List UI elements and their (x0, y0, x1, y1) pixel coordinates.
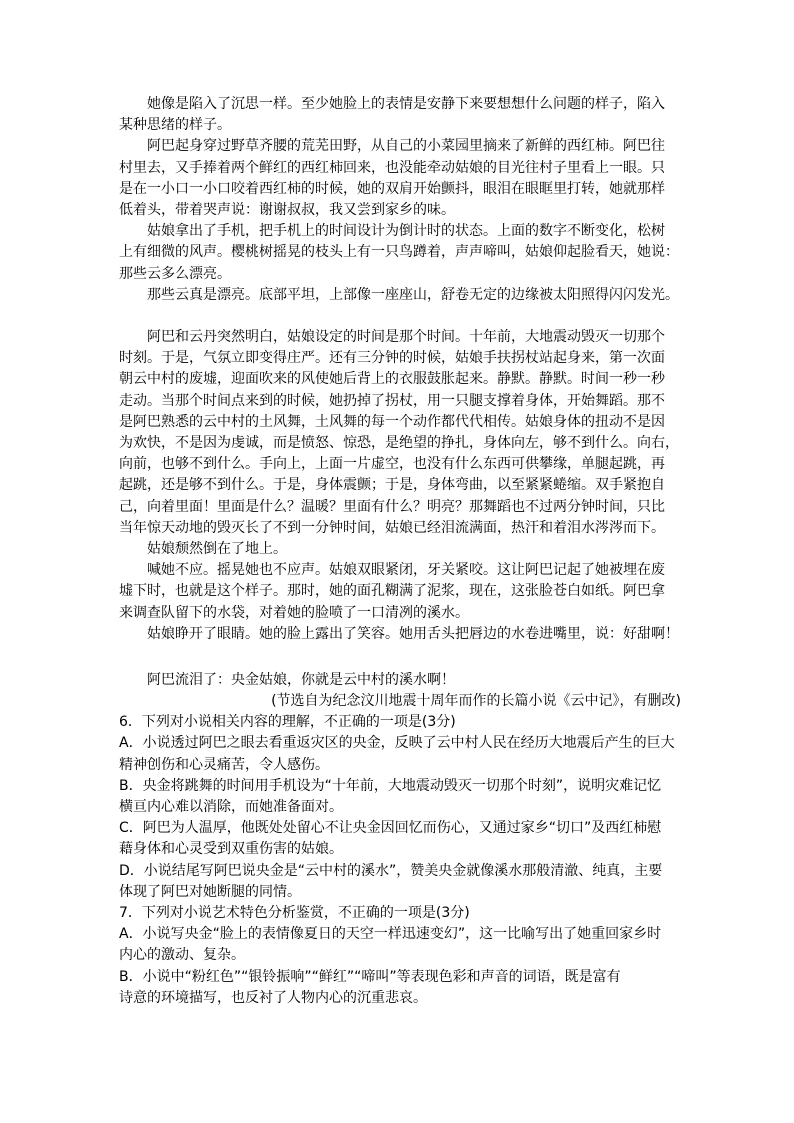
text-line: 时刻。于是，气氛立即变得庄严。还有三分钟的时候，姑娘手扶拐杖站起身来，第一次面 (119, 350, 665, 367)
option-d-cont: 体现了阿巴对她断腿的同情。 (119, 883, 301, 900)
text-line: 当年惊天动地的毁灭长了不到一分钟时间，姑娘已经泪流满面，热汗和着泪水涔涔而下。 (119, 519, 665, 536)
question-6 (119, 712, 681, 903)
text-line: 为欢快，不是因为虔诚，而是愤怒、惊恐，是绝望的挣扎，身体向左，够不到什么。向右， (119, 435, 679, 451)
document-page (119, 94, 681, 1009)
source-citation: (节选自为纪念汶川地震十周年而作的长篇小说《云中记》，有删改) (271, 693, 681, 710)
story-paragraph (119, 539, 681, 560)
story-paragraph (119, 136, 681, 221)
text-line: 向前，也够不到什么。手向上，上面一片虚空，也没有什么东西可供攀缘，单腿起跳，再 (119, 456, 665, 473)
story-paragraph (119, 327, 681, 539)
option-b-cont: 横亘内心难以消除，而她准备面对。 (119, 799, 343, 815)
text-line: 墟下时，也就是这个样子。那时，她的面孔糊满了泥浆，现在，这张脸苍白如纸。阿巴拿 (119, 583, 665, 600)
story-paragraph (119, 285, 681, 306)
story-paragraph (119, 670, 681, 691)
text-line: 村里去，又手捧着两个鲜红的西红柿回来，也没能牵动姑娘的目光往村子里看上一眼。只 (119, 159, 665, 176)
text-line: 那些云多么漂亮。 (119, 265, 231, 282)
text-line: 阿巴和云丹突然明白，姑娘设定的时间是那个时间。十年前，大地震动毁灭一切那个 (147, 329, 665, 346)
option-c-cont: 藉身体和心灵受到双重伤害的姑娘。 (119, 841, 343, 858)
blank-line (119, 645, 681, 670)
option-d: D．小说结尾写阿巴说央金是“云中村的溪水”，赞美央金就像溪水那般清澈、纯真，主要 (119, 862, 663, 879)
text-line: 起跳，还是够不到什么。于是，身体震颤；于是，身体弯曲，以至紧紧蜷缩。双手紧抱自 (119, 477, 665, 494)
text-line: 是在一小口一小口咬着西红柿的时候，她的双肩开始颤抖，眼泪在眼眶里打转，她就那样 (119, 180, 665, 197)
text-line: 上有细微的风声。樱桃树摇晃的枝头上有一只鸟蹲着，声声啼叫，姑娘仰起脸看天，她说： (119, 244, 679, 261)
question-stem: 6．下列对小说相关内容的理解，不正确的一项是(3分) (119, 714, 456, 731)
text-line: 来调查队留下的水袋，对着她的脸喷了一口清冽的溪水。 (119, 604, 469, 621)
text-line: 喊她不应。摇晃她也不应声。姑娘双眼紧闭，牙关紧咬。这让阿巴记起了她被埋在废 (147, 562, 665, 579)
text-line: 她像是陷入了沉思一样。至少她脸上的表情是安静下来要想想什么问题的样子，陷入 (147, 96, 665, 112)
story-paragraph (119, 221, 681, 285)
text-line: 姑娘拿出了手机，把手机上的时间设计为倒计时的状态。上面的数字不断变化，松树 (147, 223, 665, 240)
text-line: 某种思绪的样子。 (119, 117, 231, 134)
story-paragraph (119, 560, 681, 624)
text-line: 姑娘颓然倒在了地上。 (147, 540, 287, 557)
option-a: A．小说透过阿巴之眼去看重返灾区的央金，反映了云中村人民在经历大地震后产生的巨大 (119, 735, 675, 752)
question-7 (119, 903, 681, 1009)
option-a-cont: 内心的激动、复杂。 (119, 947, 245, 964)
text-line: 阿巴起身穿过野草齐腰的荒芜田野，从自己的小菜园里摘来了新鲜的西红柿。阿巴往 (147, 138, 665, 155)
blank-line (119, 306, 681, 327)
text-line: 阿巴流泪了：央金姑娘，你就是云中村的溪水啊！ (147, 671, 455, 688)
story-paragraph (119, 94, 681, 136)
option-b: B．小说中“粉红色”“银铃振响”“鲜红”“啼叫”等表现色彩和声音的词语，既是富有 (119, 968, 621, 985)
text-line: 己，向着里面！里面是什么？温暖？里面有什么？明亮？那舞蹈也不过两分钟时间，只比 (119, 498, 665, 515)
option-a: A．小说写央金“脸上的表情像夏日的天空一样迅速变幻”，这一比喻写出了她重回家乡时 (119, 926, 662, 943)
text-line: 低着头，带着哭声说：谢谢叔叔，我又尝到家乡的味。 (119, 201, 455, 218)
text-line: 朝云中村的废墟，迎面吹来的风使她后背上的衣服鼓胀起来。静默。静默。时间一秒一秒 (119, 371, 665, 388)
option-b: B．央金将跳舞的时间用手机设为“十年前，大地震动毁灭一切那个时刻”，说明灾难记忆 (119, 777, 662, 794)
option-b-cont: 诗意的环境描写，也反衬了人物内心的沉重悲哀。 (119, 989, 427, 1006)
option-a-cont: 精神创伤和心灵痛苦，令人感伤。 (119, 756, 329, 773)
story-paragraph (119, 624, 681, 645)
text-line: 是阿巴熟悉的云中村的土风舞，土风舞的每一个动作都代代相传。姑娘身体的扭动不是因 (119, 413, 665, 430)
text-line: 走动。当那个时间点来到的时候，她扔掉了拐杖，用一只腿支撑着身体，开始舞蹈。那不 (119, 392, 665, 409)
option-c: C．阿巴为人温厚，他既处处留心不让央金因回忆而伤心，又通过家乡“切口”及西红柿慰 (119, 820, 662, 837)
text-line: 姑娘睁开了眼睛。她的脸上露出了笑容。她用舌头把唇边的水卷进嘴里，说：好甜啊！ (147, 625, 679, 642)
text-line: 那些云真是漂亮。底部平坦，上部像一座座山，舒卷无定的边缘被太阳照得闪闪发光。 (147, 286, 679, 303)
question-stem: 7．下列对小说艺术特色分析鉴赏，不正确的一项是(3分) (119, 904, 470, 921)
